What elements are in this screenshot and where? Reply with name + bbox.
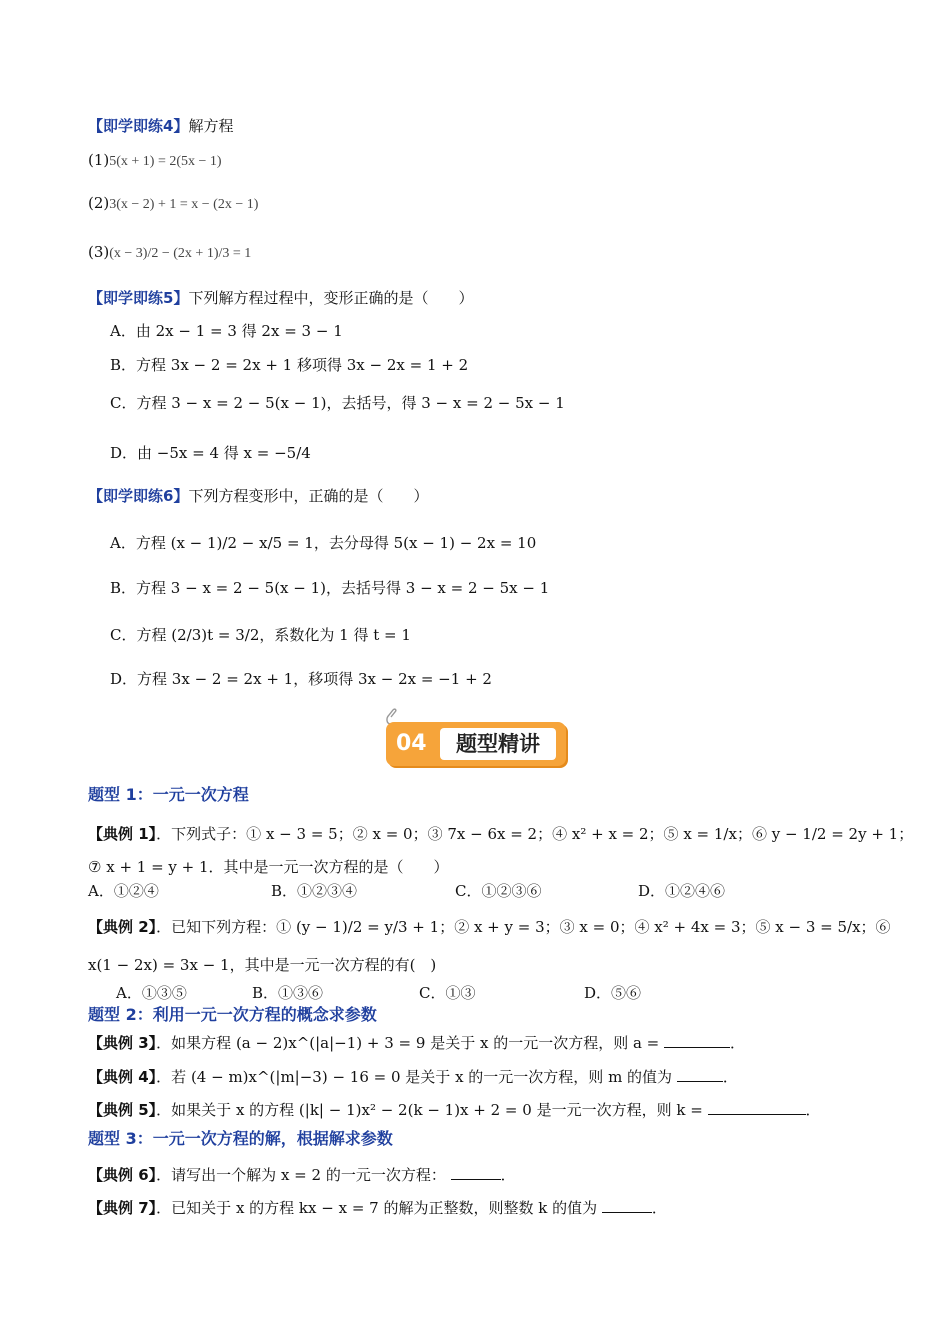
example-5-text: ．如果关于 x 的方程 (|k| − 1)x² − 2(k − 1)x + 2 = 0 是一元一次方程，则 k = [156,1101,703,1119]
example-3-end: ． [730,1034,746,1052]
practice-4-title [88,115,233,137]
answer-blank-4[interactable] [677,1067,723,1082]
example-6-text: ．请写出一个解为 x = 2 的一元一次方程： [156,1166,446,1184]
q1-equation: 5(x + 1) = 2(5x − 1) [109,154,222,169]
example-4-tag: 【典例 4】 [88,1068,157,1086]
practice-4-q1 [88,149,222,173]
type-3-heading: 题型 3：一元一次方程的解，根据解求参数 [88,1129,393,1148]
example-3-text: ．如果方程 (a − 2)x^(|a|−1) + 3 = 9 是关于 x 的一元一次方程，则 a = [156,1034,660,1052]
example-4 [88,1066,738,1088]
q3-equation: (x − 3)/2 − (2x + 1)/3 = 1 [109,246,252,261]
example-7 [88,1197,667,1219]
practice-5-question [88,287,473,309]
practice-6-option-d: D．方程 3x − 2 = 2x + 1，移项得 3x − 2x = −1 + 2 [110,670,492,688]
practice-4-q3 [88,241,251,265]
example-6 [88,1164,516,1186]
practice-6-question [88,485,428,507]
answer-blank-7[interactable] [602,1198,652,1213]
example-1-option-c: C．①②③⑥ [455,882,542,900]
example-4-text: ．若 (4 − m)x^(|m|−3) − 16 = 0 是关于 x 的一元一次方程，则 m 的值为 [156,1068,673,1086]
example-1-option-b: B．①②③④ [271,882,358,900]
example-5-end: ． [805,1101,821,1119]
section-banner [386,722,568,768]
practice-6-tag: 【即学即练6】 [88,487,189,505]
practice-5-option-c: C．方程 3 − x = 2 − 5(x − 1)，去括号，得 3 − x = 2 − 5x − 1 [110,394,565,412]
example-2-option-c: C．①③ [419,984,476,1002]
answer-blank-6[interactable] [451,1165,501,1180]
practice-5-option-a: A．由 2x − 1 = 3 得 2x = 3 − 1 [110,322,343,340]
q2-equation: 3(x − 2) + 1 = x − (2x − 1) [109,197,259,212]
answer-blank-5[interactable] [708,1100,806,1115]
example-1-option-d: D．①②④⑥ [638,882,726,900]
example-1-option-a: A．①②④ [88,882,159,900]
q3-number: (3) [88,243,110,261]
example-3-tag: 【典例 3】 [88,1034,157,1052]
practice-4-tag: 【即学即练4】 [88,117,189,135]
example-6-tag: 【典例 6】 [88,1166,157,1184]
example-4-end: ． [722,1068,738,1086]
type-1-heading: 题型 1：一元一次方程 [88,785,249,804]
example-6-end: ． [500,1166,516,1184]
practice-6-option-c: C．方程 (2/3)t = 3/2，系数化为 1 得 t = 1 [110,626,411,644]
practice-6-text: 下列方程变形中，正确的是（ ） [188,487,429,505]
practice-5-text: 下列解方程过程中，变形正确的是（ ） [188,289,474,307]
practice-5-tag: 【即学即练5】 [88,289,189,307]
example-1-text: ．下列式子：① x − 3 = 5；② x = 0；③ 7x − 6x = 2；④ x² + x = 2；⑤ x = 1/x；⑥ y − 1/2 = 2y + 1； [156,825,914,843]
practice-4-q2 [88,192,258,216]
example-5 [88,1099,821,1121]
practice-5-option-d: D．由 −5x = 4 得 x = −5/4 [110,444,311,462]
example-1-tag: 【典例 1】 [88,825,157,843]
example-1-line-1 [88,823,913,845]
answer-blank-3[interactable] [664,1033,730,1048]
example-2-option-d: D．⑤⑥ [584,984,642,1002]
practice-6-option-a: A．方程 (x − 1)/2 − x/5 = 1，去分母得 5(x − 1) − 2x = 10 [110,534,537,552]
example-7-tag: 【典例 7】 [88,1199,157,1217]
q2-number: (2) [88,194,110,212]
example-2-tag: 【典例 2】 [88,918,157,936]
example-2-line-2: x(1 − 2x) = 3x − 1，其中是一元一次方程的有( ) [88,956,437,974]
example-2-line-1 [88,916,891,938]
example-7-text: ．已知关于 x 的方程 kx − x = 7 的解为正整数，则整数 k 的值为 [156,1199,598,1217]
banner-title: 题型精讲 [440,728,556,760]
example-1-line-2: ⑦ x + 1 = y + 1．其中是一元一次方程的是（ ） [88,858,449,876]
example-2-option-b: B．①③⑥ [252,984,324,1002]
example-7-end: ． [651,1199,667,1217]
example-5-tag: 【典例 5】 [88,1101,157,1119]
practice-4-text: 解方程 [188,117,234,135]
example-2-option-a: A．①③⑤ [116,984,187,1002]
practice-6-option-b: B．方程 3 − x = 2 − 5(x − 1)，去括号得 3 − x = 2 − 5x − 1 [110,579,550,597]
type-2-heading: 题型 2：利用一元一次方程的概念求参数 [88,1005,377,1024]
example-3 [88,1032,745,1054]
practice-5-option-b: B．方程 3x − 2 = 2x + 1 移项得 3x − 2x = 1 + 2 [110,356,469,374]
banner-number: 04 [396,731,427,756]
example-2-text: ．已知下列方程：① (y − 1)/2 = y/3 + 1；② x + y = 3；③ x = 0；④ x² + 4x = 3；⑤ x − 3 = 5/x；⑥ [156,918,891,936]
q1-number: (1) [88,151,110,169]
